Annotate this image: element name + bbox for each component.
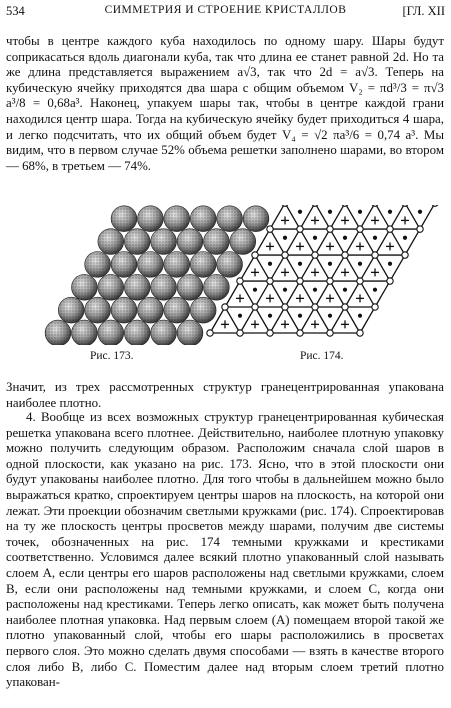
light-circle xyxy=(372,205,378,206)
lattice-line xyxy=(360,205,435,333)
light-circle xyxy=(342,205,348,206)
lattice-line xyxy=(330,205,405,333)
sphere-stipple xyxy=(111,206,137,232)
light-circle xyxy=(402,252,408,258)
sphere-stipple xyxy=(98,320,124,345)
sphere-stipple xyxy=(204,229,230,255)
dark-dot xyxy=(268,262,272,266)
sphere-stipple xyxy=(151,274,177,300)
chapter-label: [ГЛ. XII xyxy=(402,4,445,18)
light-circle xyxy=(327,278,333,284)
dark-dot xyxy=(313,236,317,240)
dark-dot xyxy=(313,288,317,292)
light-circle xyxy=(282,252,288,258)
dark-dot xyxy=(343,236,347,240)
sphere-stipple xyxy=(177,320,203,345)
sphere-stipple xyxy=(98,229,124,255)
sphere-stipple xyxy=(164,297,190,323)
light-circle xyxy=(312,304,318,310)
caption-fig-174: Рис. 174. xyxy=(300,350,344,362)
running-header xyxy=(6,4,445,20)
light-circle xyxy=(297,226,303,232)
sphere-stipple xyxy=(151,229,177,255)
dark-dot xyxy=(253,288,257,292)
light-circle xyxy=(252,252,258,258)
page-number: 534 xyxy=(6,4,25,18)
dark-dot xyxy=(283,288,287,292)
sphere-stipple xyxy=(138,297,164,323)
sphere-stipple xyxy=(217,206,243,232)
light-circle xyxy=(372,252,378,258)
sphere-stipple xyxy=(98,274,124,300)
sphere-stipple xyxy=(124,229,150,255)
light-circle xyxy=(387,278,393,284)
light-circle xyxy=(342,304,348,310)
figures-173-174 xyxy=(0,205,451,345)
light-circle xyxy=(267,226,273,232)
sphere-stipple xyxy=(111,297,137,323)
light-circle xyxy=(327,330,333,336)
paragraph-continuation: чтобы в центре каждого куба находилось по одному шару. Шары будут соприкасаться вдоль диагонали куба, так что длина ее станет равной 2d. Но та же длина представляется выражением a√3, так что 2d = a√3. Теперь на кубическую ячейку приходятся два шара с общим объемом V₂ = πd³/3 = π√3 a³/8 = 0,68a³. Наконец, упакуем шары так, чтобы в центре каждой грани находился центр шара. Тогда на кубическую ячейку будет приходиться 4 шара, и легко подсчитать, что их общий объем будет V₄ = √2 πa³/6 = 0,74 a³. Мы видим, что в первом случае 52% объема решетки заполнено шарами, во втором — 68%, в третьем — 74%. xyxy=(6,34,444,173)
sphere-stipple xyxy=(45,320,71,345)
sphere-stipple xyxy=(243,206,269,232)
light-circle xyxy=(402,205,408,206)
dark-dot xyxy=(418,210,422,214)
dark-dot xyxy=(358,210,362,214)
dark-dot xyxy=(328,210,332,214)
light-circle xyxy=(282,304,288,310)
dark-dot xyxy=(343,288,347,292)
light-circle xyxy=(327,226,333,232)
light-circle xyxy=(267,330,273,336)
light-circle xyxy=(357,226,363,232)
light-circle xyxy=(252,304,258,310)
sphere-stipple xyxy=(151,320,177,345)
light-circle xyxy=(357,330,363,336)
sphere-stipple xyxy=(124,320,150,345)
dark-dot xyxy=(268,314,272,318)
light-circle xyxy=(417,226,423,232)
sphere-stipple xyxy=(164,206,190,232)
sphere-stipple xyxy=(164,252,190,278)
dark-dot xyxy=(373,236,377,240)
dark-dot xyxy=(328,262,332,266)
light-circle xyxy=(342,252,348,258)
light-circle xyxy=(357,278,363,284)
running-title: СИММЕТРИЯ И СТРОЕНИЕ КРИСТАЛЛОВ xyxy=(104,4,347,16)
dark-dot xyxy=(358,314,362,318)
dark-dot xyxy=(388,210,392,214)
dark-dot xyxy=(298,262,302,266)
light-circle xyxy=(282,205,288,206)
light-circle xyxy=(237,330,243,336)
sphere-stipple xyxy=(58,297,84,323)
lattice-line xyxy=(405,205,420,229)
dark-dot xyxy=(358,262,362,266)
sphere-stipple xyxy=(124,274,150,300)
sphere-stipple xyxy=(190,206,216,232)
paragraph-section-4: 4. Вообще из всех возможных структур гранецентрированная кубическая решетка упакована всего плотнее. Действительно, наиболее плотную упаковку можно получить следующим образом. Расположим сначала слой шаров в одной плоскости, как указано на рис. 173. Ясно, что в этой плоскости они будут упакованы наиболее плотно. Для того чтобы в дальнейшем можно было выражаться кратко, спроектируем центры шаров на плоскость, на которой они лежат. Эти проекции обозначим светлыми кружками (рис. 174). Спроектировав на ту же плоскость центры просветов между шарами, получим две системы точек, обозначенных на рис. 174 темными кружками и крестиками соответственно. Условимся далее всякий плотно упакованный слой называть слоем A, если центры его шаров расположены над светлыми кружками, слоем B, если они расположены над темными кружками, и слоем C, когда они расположены над крестиками. Теперь легко описать, как может быть получена наиболее плотная упаковка. Над первым слоем (A) помещаем второй такой же плотно упакованный слой, чтобы его шары расположились в просветах первого слоя. Это можно сделать двумя способами — взять в качестве второго слоя либо B, либо C. Поместим далее над вторым слоем третий плотно упакован- xyxy=(6,410,444,690)
dark-dot xyxy=(283,236,287,240)
lattice-line xyxy=(300,205,375,333)
sphere-stipple xyxy=(138,252,164,278)
paragraph-conclusion: Значит, из трех рассмотренных структур гранецентрированная упакована наиболее плотно. xyxy=(6,380,444,410)
lattice-line xyxy=(270,205,345,333)
dark-dot xyxy=(403,236,407,240)
light-circle xyxy=(297,278,303,284)
light-circle xyxy=(387,226,393,232)
light-circle xyxy=(312,252,318,258)
dark-dot xyxy=(328,314,332,318)
sphere-stipple xyxy=(230,229,256,255)
dark-dot xyxy=(388,262,392,266)
dark-dot xyxy=(298,314,302,318)
sphere-stipple xyxy=(85,252,111,278)
lattice-line xyxy=(285,205,360,333)
sphere-stipple xyxy=(177,229,203,255)
sphere-stipple xyxy=(204,274,230,300)
light-circle xyxy=(267,278,273,284)
figure-174-triangular-lattice xyxy=(207,205,438,336)
sphere-stipple xyxy=(177,274,203,300)
dark-dot xyxy=(298,210,302,214)
lattice-line xyxy=(225,307,240,333)
light-circle xyxy=(237,278,243,284)
dark-dot xyxy=(238,314,242,318)
sphere-stipple xyxy=(190,252,216,278)
caption-fig-173: Рис. 173. xyxy=(90,350,134,362)
light-circle xyxy=(312,205,318,206)
light-circle xyxy=(222,304,228,310)
light-circle xyxy=(207,330,213,336)
sphere-stipple xyxy=(72,274,98,300)
sphere-stipple xyxy=(111,252,137,278)
sphere-stipple xyxy=(85,297,111,323)
dark-dot xyxy=(373,288,377,292)
light-circle xyxy=(372,304,378,310)
light-circle xyxy=(297,330,303,336)
sphere-stipple xyxy=(217,252,243,278)
sphere-stipple xyxy=(190,297,216,323)
light-circle xyxy=(432,205,438,206)
sphere-stipple xyxy=(72,320,98,345)
sphere-stipple xyxy=(138,206,164,232)
